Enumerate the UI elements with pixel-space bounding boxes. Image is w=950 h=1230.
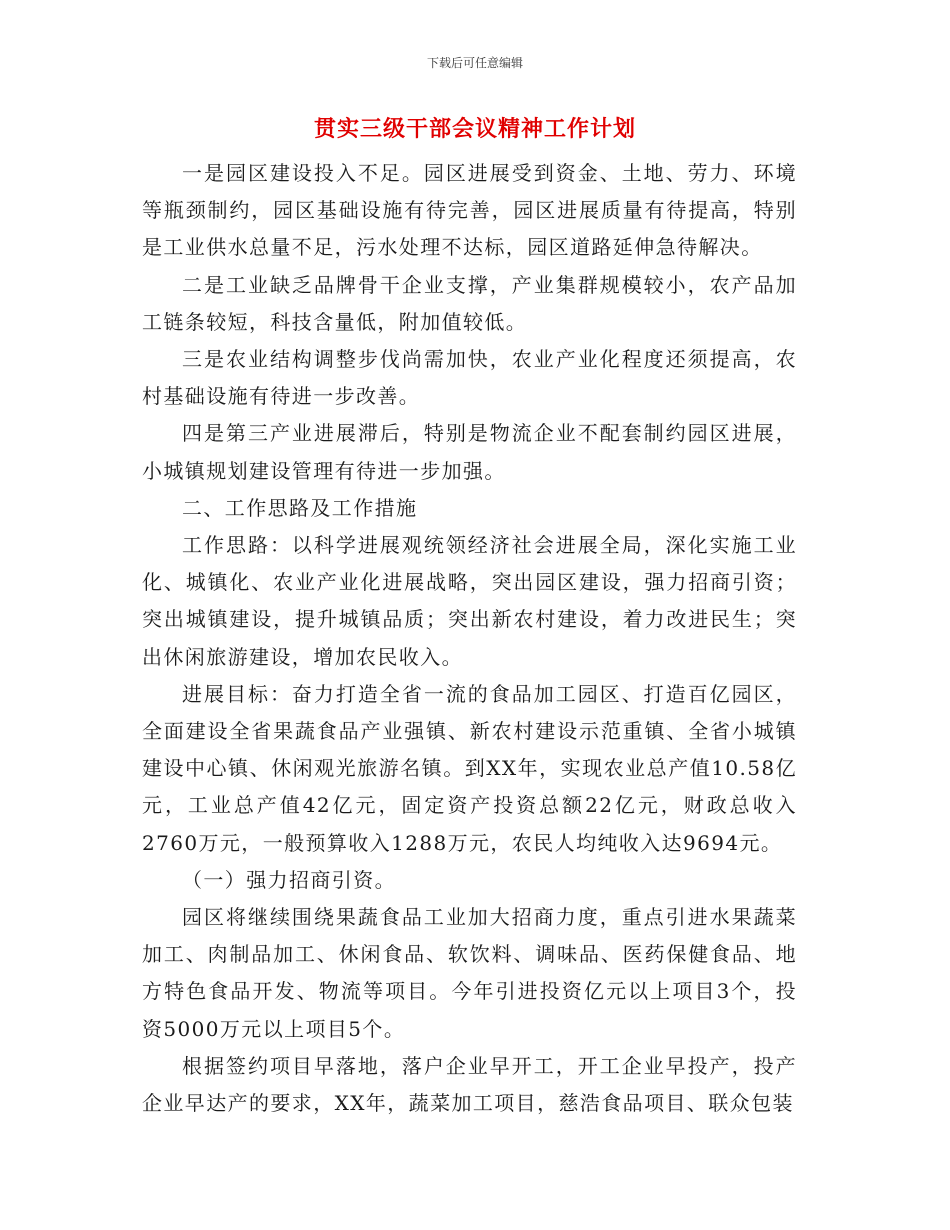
document-body: [142, 155, 797, 1122]
subsection-heading: （一）强力招商引资。: [182, 867, 396, 892]
section-heading: 二、工作思路及工作措施: [182, 495, 418, 520]
document-title: 贯实三级干部会议精神工作计划: [313, 117, 636, 142]
paragraph: 二是工业缺乏品牌骨干企业支撑，产业集群规模较小，农产品加工链条较短，科技含量低，附加值较低。: [142, 272, 797, 334]
paragraph: 园区将继续围绕果蔬食品工业加大招商力度，重点引进水果蔬菜加工、肉制品加工、休闲食品、软饮料、调味品、医药保健食品、地方特色食品开发、物流等项目。今年引进投资亿元以上项目3个，投资5000万元以上项目5个。: [142, 905, 797, 1041]
paragraph: 根据签约项目早落地，落户企业早开工，开工企业早投产，投产企业早达产的要求，XX年，蔬菜加工项目，慈浩食品项目、联众包装: [142, 1053, 797, 1116]
paragraph: 三是农业结构调整步伐尚需加快，农业产业化程度还须提高，农村基础设施有待进一步改善。: [142, 347, 797, 409]
paragraph: 四是第三产业进展滞后，特别是物流企业不配套制约园区进展，小城镇规划建设管理有待进一步加强。: [142, 421, 797, 483]
paragraph: 工作思路：以科学进展观统领经济社会进展全局，深化实施工业化、城镇化、农业产业化进展战略，突出园区建设，强力招商引资；突出城镇建设，提升城镇品质；突出新农村建设，着力改进民生；突出休闲旅游建设，增加农民收入。: [142, 533, 797, 669]
header-note: 下载后可任意编辑: [426, 56, 523, 70]
paragraph: 进展目标：奋力打造全省一流的食品加工园区、打造百亿园区，全面建设全省果蔬食品产业强镇、新农村建设示范重镇、全省小城镇建设中心镇、休闲观光旅游名镇。到XX年，实现农业总产值10.58亿元，工业总产值42亿元，固定资产投资总额22亿元，财政总收入2760万元，一般预算收入1288万元，农民人均纯收入达9694元。: [142, 681, 797, 855]
paragraph: 一是园区建设投入不足。园区进展受到资金、土地、劳力、环境等瓶颈制约，园区基础设施有待完善，园区进展质量有待提高，特别是工业供水总量不足，污水处理不达标，园区道路延伸急待解决。: [142, 161, 797, 260]
